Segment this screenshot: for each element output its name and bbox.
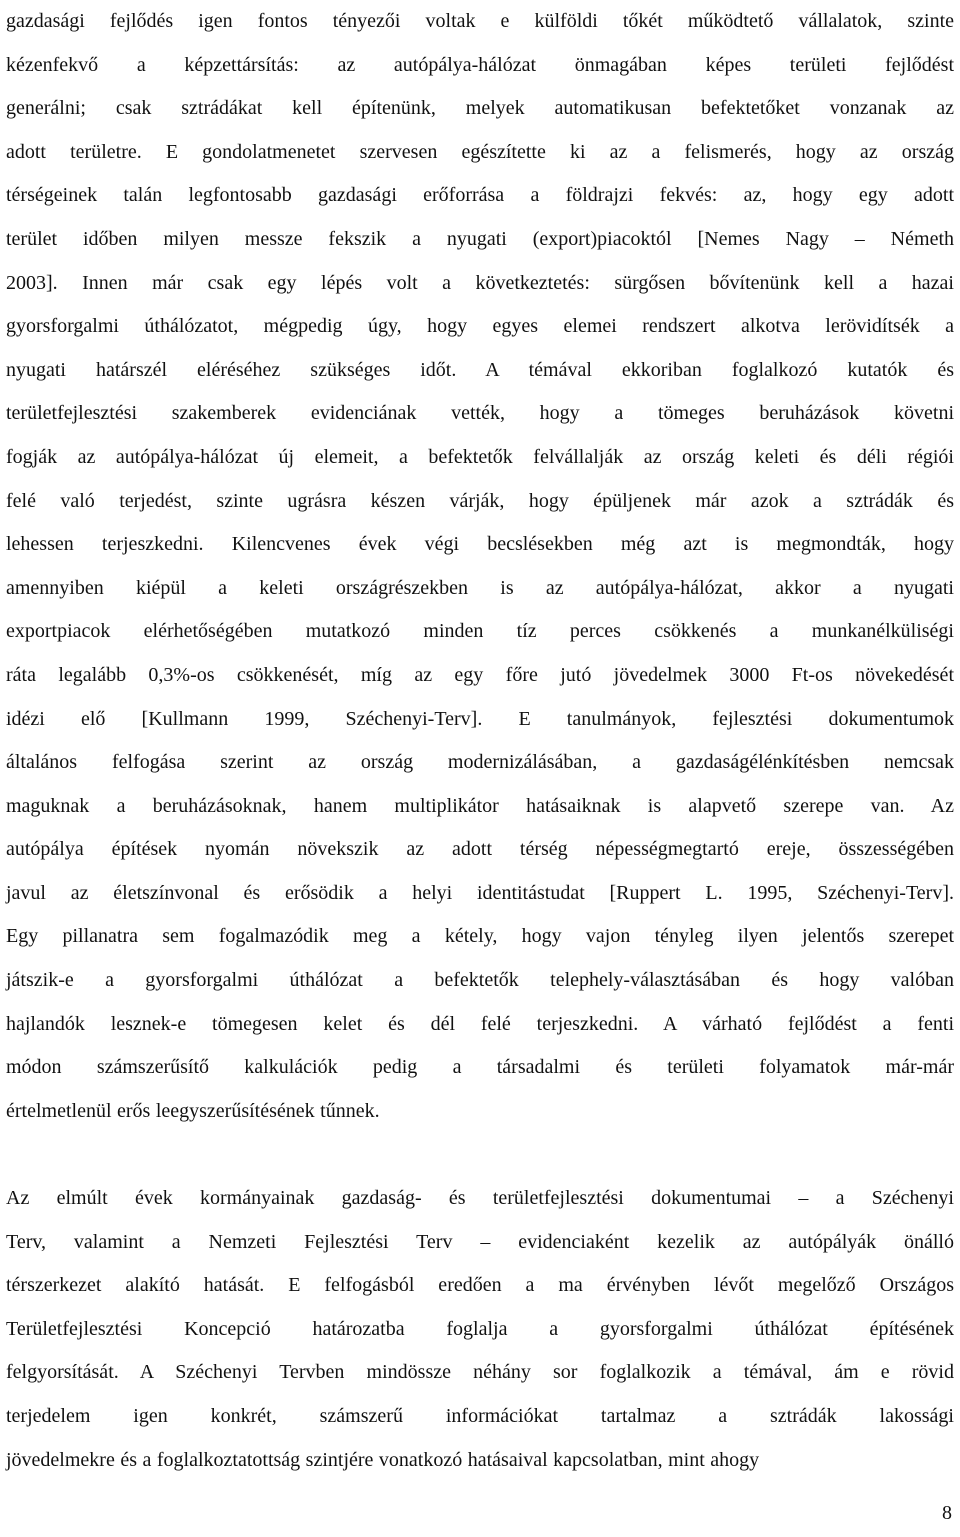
text-line: játszik-e a gyorsforgalmi úthálózat a befektetők telephely-választásában és hogy valóban xyxy=(6,969,954,992)
text-line: 2003]. Innen már csak egy lépés volt a következtetés: sürgősen bővítenünk kell a hazai xyxy=(6,271,954,294)
text-line: módon számszerűsítő kalkulációk pedig a társadalmi és területi folyamatok már-már xyxy=(6,1056,954,1079)
text-line: autópálya építések nyomán növekszik az adott térség népességmegtartó ereje, összességében xyxy=(6,838,954,861)
text-line: térszerkezet alakító hatását. E felfogásból eredően a ma érvényben lévőt megelőző Országos xyxy=(6,1274,954,1297)
text-line: adott területre. E gondolatmenetet szervesen egészítette ki az a felismerés, hogy az ország xyxy=(6,140,954,163)
text-line: terület időben milyen messze fekszik a nyugati (export)piacoktól [Nemes Nagy – Németh xyxy=(6,227,954,250)
text-line: Egy pillanatra sem fogalmazódik meg a kétely, hogy vajon tényleg ilyen jelentős szerepet xyxy=(6,925,954,948)
paragraph-1 xyxy=(6,0,954,1133)
text-line: javul az életszínvonal és erősödik a helyi identitástudat [Ruppert L. 1995, Széchenyi-Terv]. xyxy=(6,881,954,904)
text-line: Az elmúlt évek kormányainak gazdaság- és területfejlesztési dokumentumai – a Széchenyi xyxy=(6,1187,954,1210)
page-number: 8 xyxy=(942,1502,952,1524)
text-line: exportpiacok elérhetőségében mutatkozó minden tíz perces csökkenés a munkanélküliségi xyxy=(6,620,954,643)
text-line: gazdasági fejlődés igen fontos tényezői voltak e külföldi tőkét működtető vállalatok, szinte xyxy=(6,10,954,32)
text-line: jövedelmekre és a foglalkoztatottság szintjére vonatkozó hatásaival kapcsolatban, mint ahogy xyxy=(6,1448,760,1471)
text-line: Terv, valamint a Nemzeti Fejlesztési Terv – evidenciaként kezelik az autópályák önálló xyxy=(6,1230,954,1253)
text-line: hajlandók lesznek-e tömegesen kelet és dél felé terjeszkedni. A várható fejlődést a fenti xyxy=(6,1012,954,1035)
text-line: idézi elő [Kullmann 1999, Széchenyi-Terv]. E tanulmányok, fejlesztési dokumentumok xyxy=(6,707,954,730)
text-line: területfejlesztési szakemberek evidenciának vették, hogy a tömeges beruházások követni xyxy=(6,402,954,425)
document-page xyxy=(6,0,954,1482)
text-line: értelmetlenül erős leegyszerűsítésének tűnnek. xyxy=(6,1099,380,1122)
text-line: terjedelem igen konkrét, számszerű információkat tartalmaz a sztrádák lakossági xyxy=(6,1405,954,1427)
text-line: nyugati határszél eléréséhez szükséges időt. A témával ekkoriban foglalkozó kutatók és xyxy=(6,358,954,381)
text-line: gyorsforgalmi úthálózatot, mégpedig úgy, hogy egyes elemei rendszert alkotva lerövidítsék a xyxy=(6,315,954,338)
text-line: kézenfekvő a képzettársítás: az autópálya-hálózat önmagában képes területi fejlődést xyxy=(6,53,954,76)
text-line: Területfejlesztési Koncepció határozatba foglalja a gyorsforgalmi úthálózat építésének xyxy=(6,1317,954,1340)
text-line: lehessen terjeszkedni. Kilencvenes évek végi becslésekben még azt is megmondták, hogy xyxy=(6,533,954,556)
text-line: térségeinek talán legfontosabb gazdasági erőforrása a földrajzi fekvés: az, hogy egy adott xyxy=(6,184,954,207)
text-line: felé való terjedést, szinte ugrásra készen várják, hogy épüljenek már azok a sztrádák és xyxy=(6,489,954,512)
text-line: maguknak a beruházásoknak, hanem multiplikátor hatásaiknak is alapvető szerepe van. Az xyxy=(6,794,954,817)
text-line: generálni; csak sztrádákat kell építenünk, melyek automatikusan befektetőket vonzanak az xyxy=(6,97,954,120)
text-line: fogják az autópálya-hálózat új elemeit, a befektetők felvállalják az ország keleti és déli régiói xyxy=(6,445,954,468)
text-line: ráta legalább 0,3%-os csökkenését, míg az egy főre jutó jövedelmek 3000 Ft-os növekedését xyxy=(6,663,954,686)
paragraph-2 xyxy=(6,1177,954,1482)
text-line: általános felfogása szerint az ország modernizálásában, a gazdaságélénkítésben nemcsak xyxy=(6,751,954,774)
text-line: felgyorsítását. A Széchenyi Tervben mindössze néhány sor foglalkozik a témával, ám e rövid xyxy=(6,1361,954,1384)
text-line: amennyiben kiépül a keleti országrészekben is az autópálya-hálózat, akkor a nyugati xyxy=(6,576,954,599)
